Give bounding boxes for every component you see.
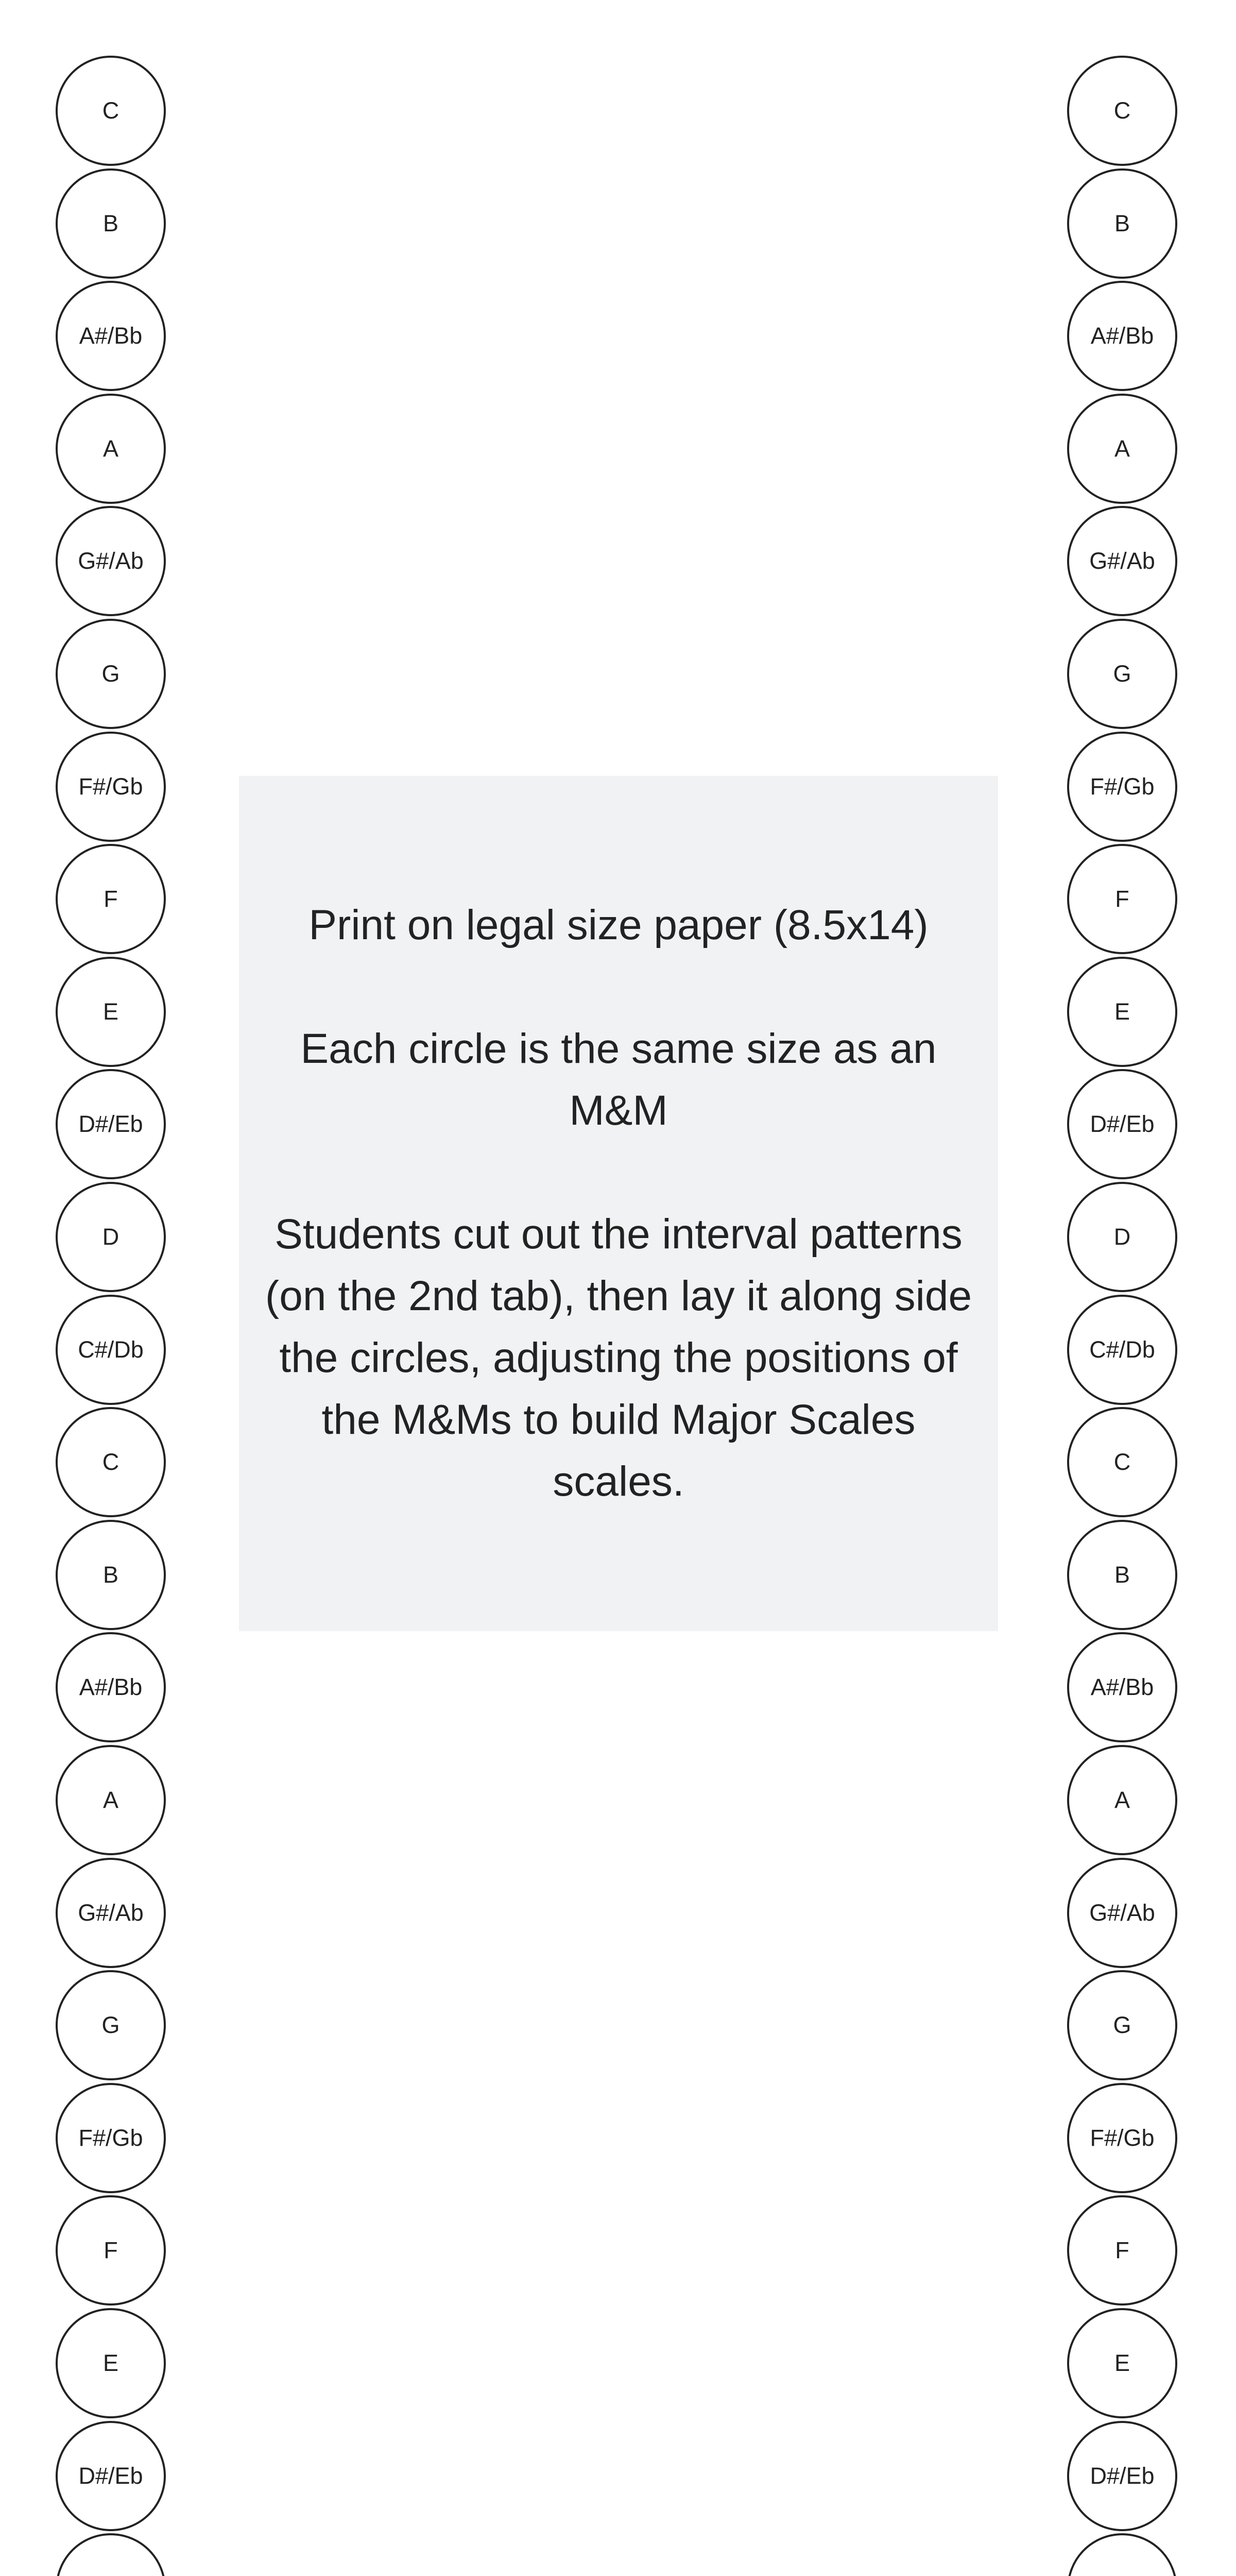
right-note-circle: A#/Bb: [1067, 1632, 1177, 1742]
left-note-circle: C#/Db: [56, 1295, 166, 1405]
left-note-circle: F#/Gb: [56, 732, 166, 842]
left-note-circle: G: [56, 1970, 166, 2080]
right-note-circle: D#/Eb: [1067, 2421, 1177, 2531]
left-note-circle: E: [56, 957, 166, 1067]
left-note-circle: D#/Eb: [56, 2421, 166, 2531]
right-note-circle: D: [1067, 1182, 1177, 1292]
right-note-circle: G#/Ab: [1067, 1858, 1177, 1968]
circle-size-instruction: Each circle is the same size as an M&M: [300, 1025, 937, 1134]
right-note-circle: [1067, 2533, 1177, 2576]
left-note-circle: B: [56, 1520, 166, 1630]
right-note-circle: B: [1067, 168, 1177, 279]
activity-instruction: Students cut out the interval patterns (on the 2nd tab), then lay it along side the circles, adjusting the positions of the M&Ms to build Major Scales scales.: [265, 1211, 972, 1505]
right-note-circle: F: [1067, 2195, 1177, 2306]
left-note-circle: G#/Ab: [56, 506, 166, 616]
right-note-circle: C#/Db: [1067, 1295, 1177, 1405]
right-note-circle: G#/Ab: [1067, 506, 1177, 616]
left-note-circle: A#/Bb: [56, 281, 166, 391]
right-note-circle: A: [1067, 394, 1177, 504]
left-note-circle: E: [56, 2308, 166, 2418]
left-note-circle: D: [56, 1182, 166, 1292]
left-note-circle: C: [56, 56, 166, 166]
right-note-circle: G: [1067, 619, 1177, 729]
right-note-circle: F#/Gb: [1067, 732, 1177, 842]
left-note-circle: D#/Eb: [56, 1069, 166, 1179]
left-note-circle: F#/Gb: [56, 2083, 166, 2193]
left-note-circle: C: [56, 1407, 166, 1517]
left-note-circle: G: [56, 619, 166, 729]
left-note-circle: A: [56, 394, 166, 504]
right-note-circle: E: [1067, 957, 1177, 1067]
right-note-circle: C: [1067, 56, 1177, 166]
right-note-circle: F: [1067, 844, 1177, 954]
right-note-circle: B: [1067, 1520, 1177, 1630]
left-note-circle: A#/Bb: [56, 1632, 166, 1742]
left-note-circle: B: [56, 168, 166, 279]
instructions-panel: [239, 776, 998, 1631]
right-note-circle: A#/Bb: [1067, 281, 1177, 391]
right-note-circle: F#/Gb: [1067, 2083, 1177, 2193]
paper-size-instruction: Print on legal size paper (8.5x14): [308, 902, 929, 948]
left-note-circle: A: [56, 1745, 166, 1855]
right-note-circle: E: [1067, 2308, 1177, 2418]
right-note-circle: A: [1067, 1745, 1177, 1855]
left-note-circle: F: [56, 844, 166, 954]
left-note-circle: G#/Ab: [56, 1858, 166, 1968]
left-note-circle: F: [56, 2195, 166, 2306]
right-note-circle: G: [1067, 1970, 1177, 2080]
left-note-circle: [56, 2533, 166, 2576]
right-note-circle: D#/Eb: [1067, 1069, 1177, 1179]
right-note-circle: C: [1067, 1407, 1177, 1517]
